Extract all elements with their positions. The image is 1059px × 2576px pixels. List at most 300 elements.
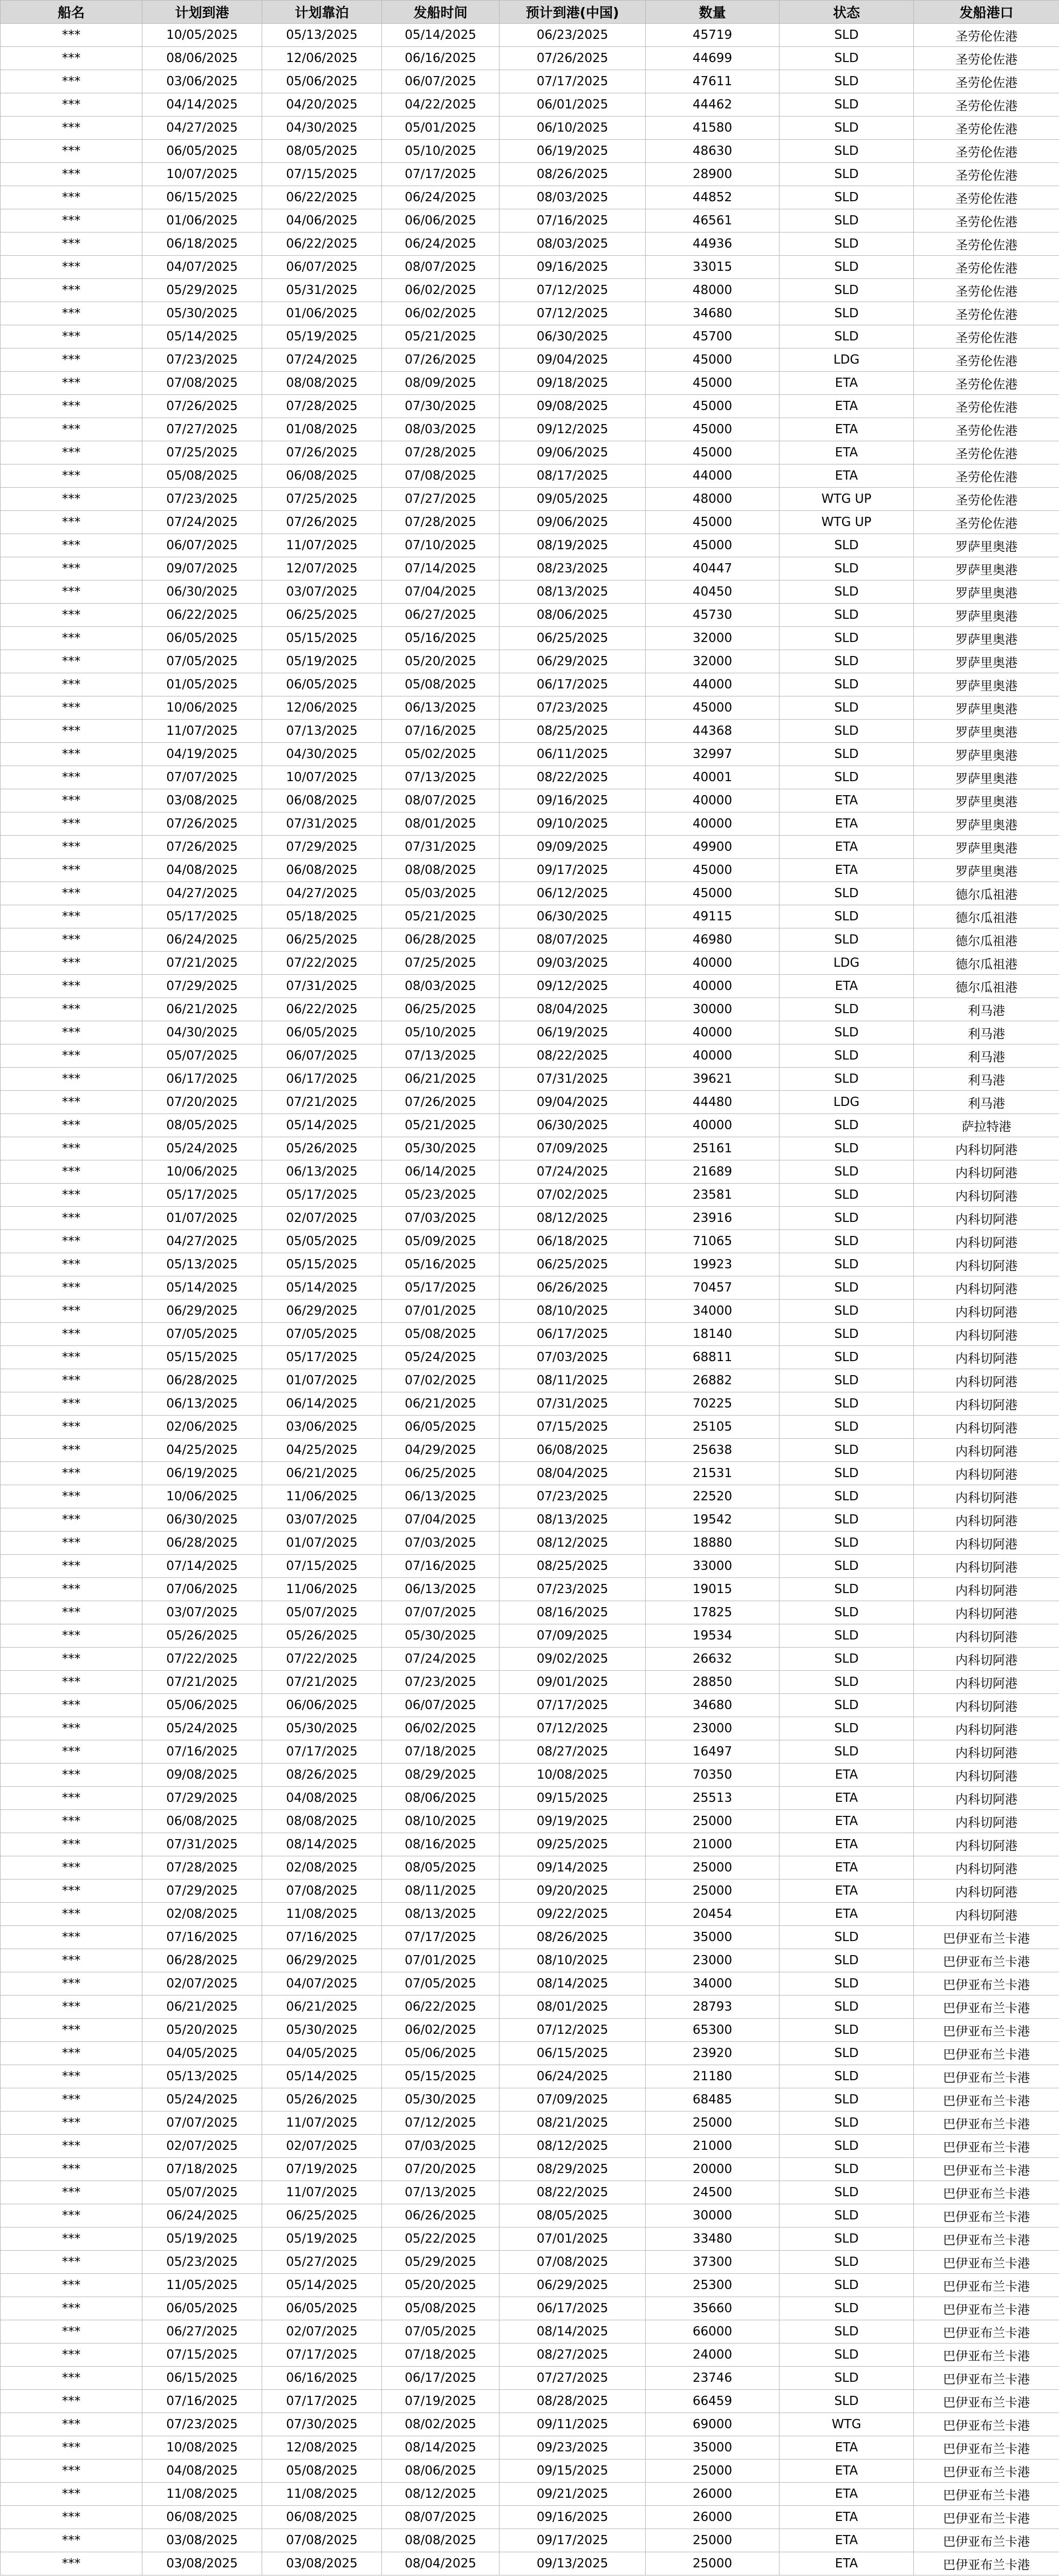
cell-quantity: 44480 (646, 1091, 780, 1114)
cell-departure-time: 07/17/2025 (382, 1926, 500, 1949)
cell-ship-name: *** (1, 2483, 142, 2506)
cell-status: SLD (780, 2320, 914, 2343)
cell-planned-arrival: 07/14/2025 (142, 1555, 262, 1578)
cell-departure-port: 罗萨里奥港 (914, 836, 1059, 859)
cell-departure-time: 06/21/2025 (382, 1068, 500, 1091)
header-eta-china: 预计到港(中国) (500, 1, 646, 24)
cell-ship-name: *** (1, 441, 142, 464)
table-row (1, 1369, 1059, 1392)
cell-eta-china: 09/10/2025 (500, 812, 646, 836)
table-row (1, 1137, 1059, 1160)
table-row (1, 2019, 1059, 2042)
cell-ship-name: *** (1, 836, 142, 859)
cell-planned-berthing: 04/07/2025 (262, 1972, 382, 1996)
cell-quantity: 45000 (646, 418, 780, 441)
cell-planned-berthing: 06/08/2025 (262, 2506, 382, 2529)
cell-departure-port: 巴伊亚布兰卡港 (914, 2181, 1059, 2204)
cell-planned-arrival: 05/14/2025 (142, 325, 262, 349)
cell-quantity: 44699 (646, 47, 780, 70)
cell-status: SLD (780, 1276, 914, 1300)
cell-planned-berthing: 07/26/2025 (262, 511, 382, 534)
table-row (1, 696, 1059, 720)
cell-planned-arrival: 05/07/2025 (142, 2181, 262, 2204)
cell-departure-port: 巴伊亚布兰卡港 (914, 2413, 1059, 2436)
cell-quantity: 70225 (646, 1392, 780, 1416)
cell-departure-port: 内科切阿港 (914, 1648, 1059, 1671)
cell-departure-time: 07/19/2025 (382, 2390, 500, 2413)
cell-quantity: 30000 (646, 2204, 780, 2227)
cell-quantity: 34000 (646, 1300, 780, 1323)
cell-eta-china: 08/22/2025 (500, 2181, 646, 2204)
table-row (1, 2135, 1059, 2158)
cell-status: SLD (780, 1717, 914, 1740)
table-row (1, 743, 1059, 766)
cell-departure-time: 06/02/2025 (382, 2019, 500, 2042)
cell-departure-time: 05/16/2025 (382, 1253, 500, 1276)
table-row (1, 1833, 1059, 1856)
cell-departure-port: 圣劳伦佐港 (914, 511, 1059, 534)
cell-planned-arrival: 06/17/2025 (142, 1068, 262, 1091)
cell-departure-port: 内科切阿港 (914, 1764, 1059, 1787)
cell-departure-port: 圣劳伦佐港 (914, 186, 1059, 209)
cell-planned-arrival: 11/07/2025 (142, 720, 262, 743)
cell-planned-berthing: 06/06/2025 (262, 1694, 382, 1717)
table-row (1, 1578, 1059, 1601)
cell-quantity: 19534 (646, 1624, 780, 1648)
cell-ship-name: *** (1, 349, 142, 372)
cell-status: SLD (780, 47, 914, 70)
cell-eta-china: 08/26/2025 (500, 1926, 646, 1949)
cell-ship-name: *** (1, 511, 142, 534)
cell-departure-time: 06/13/2025 (382, 1485, 500, 1508)
cell-ship-name: *** (1, 1184, 142, 1207)
cell-departure-port: 利马港 (914, 998, 1059, 1021)
cell-quantity: 24500 (646, 2181, 780, 2204)
cell-status: ETA (780, 859, 914, 882)
cell-departure-port: 内科切阿港 (914, 1555, 1059, 1578)
cell-ship-name: *** (1, 1439, 142, 1462)
cell-planned-berthing: 07/21/2025 (262, 1091, 382, 1114)
cell-planned-berthing: 05/15/2025 (262, 1253, 382, 1276)
cell-departure-time: 08/01/2025 (382, 812, 500, 836)
cell-departure-port: 内科切阿港 (914, 1346, 1059, 1369)
cell-eta-china: 08/26/2025 (500, 163, 646, 186)
cell-ship-name: *** (1, 557, 142, 580)
cell-planned-arrival: 06/08/2025 (142, 2506, 262, 2529)
cell-status: ETA (780, 1856, 914, 1880)
cell-departure-time: 06/16/2025 (382, 47, 500, 70)
cell-eta-china: 06/17/2025 (500, 2297, 646, 2320)
cell-departure-time: 05/24/2025 (382, 1346, 500, 1369)
cell-eta-china: 07/12/2025 (500, 1717, 646, 1740)
cell-planned-berthing: 12/07/2025 (262, 557, 382, 580)
cell-departure-port: 罗萨里奥港 (914, 789, 1059, 812)
cell-planned-berthing: 05/26/2025 (262, 1137, 382, 1160)
cell-ship-name: *** (1, 2529, 142, 2552)
table-row (1, 2367, 1059, 2390)
cell-departure-time: 08/04/2025 (382, 2552, 500, 2575)
cell-ship-name: *** (1, 673, 142, 696)
cell-departure-port: 内科切阿港 (914, 1740, 1059, 1764)
cell-ship-name: *** (1, 279, 142, 302)
cell-planned-berthing: 07/28/2025 (262, 395, 382, 418)
cell-quantity: 25000 (646, 2529, 780, 2552)
cell-planned-berthing: 01/08/2025 (262, 418, 382, 441)
cell-status: ETA (780, 1787, 914, 1810)
cell-planned-arrival: 03/07/2025 (142, 1601, 262, 1624)
cell-quantity: 45000 (646, 882, 780, 905)
cell-departure-port: 罗萨里奥港 (914, 696, 1059, 720)
cell-ship-name: *** (1, 488, 142, 511)
cell-departure-port: 巴伊亚布兰卡港 (914, 2065, 1059, 2088)
cell-status: SLD (780, 2274, 914, 2297)
cell-status: SLD (780, 1578, 914, 1601)
cell-departure-port: 内科切阿港 (914, 1462, 1059, 1485)
cell-planned-arrival: 05/17/2025 (142, 905, 262, 928)
cell-planned-berthing: 08/05/2025 (262, 140, 382, 163)
cell-quantity: 33000 (646, 1555, 780, 1578)
cell-planned-berthing: 05/18/2025 (262, 905, 382, 928)
cell-planned-arrival: 07/06/2025 (142, 1578, 262, 1601)
cell-departure-port: 巴伊亚布兰卡港 (914, 1926, 1059, 1949)
table-row (1, 395, 1059, 418)
cell-planned-berthing: 04/30/2025 (262, 743, 382, 766)
cell-planned-arrival: 02/08/2025 (142, 1903, 262, 1926)
cell-status: SLD (780, 2135, 914, 2158)
table-row (1, 2274, 1059, 2297)
cell-planned-arrival: 11/08/2025 (142, 2483, 262, 2506)
cell-ship-name: *** (1, 1996, 142, 2019)
cell-ship-name: *** (1, 256, 142, 279)
cell-status: SLD (780, 720, 914, 743)
cell-ship-name: *** (1, 1160, 142, 1184)
cell-ship-name: *** (1, 696, 142, 720)
table-row (1, 233, 1059, 256)
cell-ship-name: *** (1, 928, 142, 952)
cell-planned-berthing: 02/07/2025 (262, 1207, 382, 1230)
cell-quantity: 44000 (646, 673, 780, 696)
cell-departure-port: 内科切阿港 (914, 1439, 1059, 1462)
cell-quantity: 48630 (646, 140, 780, 163)
cell-planned-arrival: 06/21/2025 (142, 1996, 262, 2019)
cell-departure-time: 05/03/2025 (382, 882, 500, 905)
cell-planned-berthing: 07/15/2025 (262, 163, 382, 186)
cell-quantity: 45000 (646, 372, 780, 395)
cell-departure-port: 罗萨里奥港 (914, 650, 1059, 673)
table-row (1, 2436, 1059, 2459)
cell-eta-china: 08/04/2025 (500, 1462, 646, 1485)
cell-departure-port: 内科切阿港 (914, 1578, 1059, 1601)
cell-eta-china: 06/17/2025 (500, 673, 646, 696)
cell-eta-china: 06/30/2025 (500, 325, 646, 349)
table-row (1, 650, 1059, 673)
cell-departure-port: 内科切阿港 (914, 1903, 1059, 1926)
header-departure-port: 发船港口 (914, 1, 1059, 24)
cell-quantity: 25000 (646, 2552, 780, 2575)
cell-status: SLD (780, 233, 914, 256)
cell-planned-arrival: 06/19/2025 (142, 1462, 262, 1485)
cell-departure-time: 06/25/2025 (382, 998, 500, 1021)
cell-eta-china: 08/28/2025 (500, 2390, 646, 2413)
table-row (1, 1021, 1059, 1044)
cell-eta-china: 09/17/2025 (500, 859, 646, 882)
cell-ship-name: *** (1, 372, 142, 395)
cell-departure-port: 圣劳伦佐港 (914, 302, 1059, 325)
cell-planned-berthing: 07/15/2025 (262, 1555, 382, 1578)
cell-status: SLD (780, 1439, 914, 1462)
cell-ship-name: *** (1, 2459, 142, 2483)
cell-departure-time: 08/02/2025 (382, 2413, 500, 2436)
cell-departure-time: 05/01/2025 (382, 117, 500, 140)
cell-ship-name: *** (1, 1578, 142, 1601)
cell-planned-berthing: 06/13/2025 (262, 1160, 382, 1184)
cell-planned-arrival: 07/21/2025 (142, 1671, 262, 1694)
cell-planned-berthing: 05/26/2025 (262, 1624, 382, 1648)
cell-planned-berthing: 05/26/2025 (262, 2088, 382, 2112)
cell-planned-berthing: 07/24/2025 (262, 349, 382, 372)
table-row (1, 1856, 1059, 1880)
cell-departure-time: 08/08/2025 (382, 2529, 500, 2552)
table-row (1, 1880, 1059, 1903)
cell-departure-port: 圣劳伦佐港 (914, 395, 1059, 418)
cell-planned-arrival: 07/29/2025 (142, 1880, 262, 1903)
cell-departure-port: 内科切阿港 (914, 1833, 1059, 1856)
cell-departure-time: 07/13/2025 (382, 766, 500, 789)
cell-planned-arrival: 06/13/2025 (142, 1392, 262, 1416)
cell-planned-berthing: 07/17/2025 (262, 2343, 382, 2367)
cell-eta-china: 08/27/2025 (500, 2343, 646, 2367)
cell-departure-port: 巴伊亚布兰卡港 (914, 2297, 1059, 2320)
cell-departure-port: 利马港 (914, 1044, 1059, 1068)
cell-departure-port: 内科切阿港 (914, 1323, 1059, 1346)
cell-ship-name: *** (1, 1091, 142, 1114)
table-row (1, 1439, 1059, 1462)
cell-quantity: 16497 (646, 1740, 780, 1764)
cell-status: SLD (780, 1949, 914, 1972)
cell-planned-berthing: 06/25/2025 (262, 928, 382, 952)
cell-status: SLD (780, 557, 914, 580)
cell-planned-berthing: 11/08/2025 (262, 2483, 382, 2506)
cell-departure-port: 巴伊亚布兰卡港 (914, 2552, 1059, 2575)
cell-departure-time: 08/29/2025 (382, 1764, 500, 1787)
cell-quantity: 45000 (646, 395, 780, 418)
cell-quantity: 44936 (646, 233, 780, 256)
table-row (1, 2320, 1059, 2343)
cell-quantity: 40000 (646, 789, 780, 812)
cell-planned-berthing: 05/14/2025 (262, 1276, 382, 1300)
table-row (1, 1416, 1059, 1439)
cell-quantity: 48000 (646, 488, 780, 511)
cell-departure-time: 07/03/2025 (382, 1207, 500, 1230)
cell-quantity: 18880 (646, 1532, 780, 1555)
cell-eta-china: 07/26/2025 (500, 47, 646, 70)
cell-status: SLD (780, 1671, 914, 1694)
cell-departure-time: 07/02/2025 (382, 1369, 500, 1392)
cell-ship-name: *** (1, 2112, 142, 2135)
cell-eta-china: 08/13/2025 (500, 1508, 646, 1532)
table-row (1, 1300, 1059, 1323)
cell-departure-port: 巴伊亚布兰卡港 (914, 1949, 1059, 1972)
cell-departure-port: 罗萨里奥港 (914, 812, 1059, 836)
cell-quantity: 65300 (646, 2019, 780, 2042)
cell-departure-port: 内科切阿港 (914, 1671, 1059, 1694)
cell-quantity: 45000 (646, 859, 780, 882)
cell-departure-time: 07/01/2025 (382, 1300, 500, 1323)
cell-ship-name: *** (1, 1740, 142, 1764)
cell-quantity: 21180 (646, 2065, 780, 2088)
table-row (1, 325, 1059, 349)
cell-planned-berthing: 06/08/2025 (262, 859, 382, 882)
cell-departure-port: 内科切阿港 (914, 1485, 1059, 1508)
table-row (1, 2181, 1059, 2204)
cell-planned-berthing: 05/14/2025 (262, 2065, 382, 2088)
cell-quantity: 26632 (646, 1648, 780, 1671)
cell-planned-berthing: 05/17/2025 (262, 1184, 382, 1207)
cell-quantity: 25161 (646, 1137, 780, 1160)
cell-status: ETA (780, 2506, 914, 2529)
cell-quantity: 71065 (646, 1230, 780, 1253)
cell-planned-arrival: 01/06/2025 (142, 209, 262, 233)
cell-eta-china: 08/03/2025 (500, 186, 646, 209)
cell-status: SLD (780, 1230, 914, 1253)
cell-eta-china: 07/23/2025 (500, 696, 646, 720)
cell-planned-berthing: 08/08/2025 (262, 1810, 382, 1833)
cell-status: SLD (780, 1253, 914, 1276)
cell-quantity: 25000 (646, 1810, 780, 1833)
cell-quantity: 45719 (646, 24, 780, 47)
cell-departure-port: 内科切阿港 (914, 1532, 1059, 1555)
cell-eta-china: 07/24/2025 (500, 1160, 646, 1184)
cell-departure-time: 05/08/2025 (382, 673, 500, 696)
cell-ship-name: *** (1, 1764, 142, 1787)
cell-planned-berthing: 05/27/2025 (262, 2251, 382, 2274)
cell-eta-china: 09/09/2025 (500, 836, 646, 859)
cell-ship-name: *** (1, 905, 142, 928)
table-row (1, 1253, 1059, 1276)
cell-status: ETA (780, 2483, 914, 2506)
cell-eta-china: 06/01/2025 (500, 93, 646, 117)
cell-planned-arrival: 11/05/2025 (142, 2274, 262, 2297)
cell-status: SLD (780, 1694, 914, 1717)
cell-quantity: 23581 (646, 1184, 780, 1207)
table-row (1, 93, 1059, 117)
cell-quantity: 21000 (646, 1833, 780, 1856)
table-row (1, 1694, 1059, 1717)
cell-status: SLD (780, 1555, 914, 1578)
cell-status: SLD (780, 2088, 914, 2112)
cell-status: ETA (780, 418, 914, 441)
cell-status: SLD (780, 2158, 914, 2181)
cell-status: ETA (780, 2552, 914, 2575)
cell-quantity: 40447 (646, 557, 780, 580)
table-row (1, 1508, 1059, 1532)
table-row (1, 2158, 1059, 2181)
cell-planned-arrival: 07/20/2025 (142, 1091, 262, 1114)
cell-eta-china: 08/16/2025 (500, 1601, 646, 1624)
cell-status: SLD (780, 604, 914, 627)
cell-departure-port: 罗萨里奥港 (914, 627, 1059, 650)
cell-quantity: 22520 (646, 1485, 780, 1508)
cell-eta-china: 06/29/2025 (500, 2274, 646, 2297)
cell-departure-port: 内科切阿港 (914, 1276, 1059, 1300)
cell-planned-arrival: 07/15/2025 (142, 2343, 262, 2367)
cell-planned-berthing: 07/08/2025 (262, 2529, 382, 2552)
cell-status: SLD (780, 743, 914, 766)
cell-planned-berthing: 11/06/2025 (262, 1578, 382, 1601)
cell-ship-name: *** (1, 812, 142, 836)
cell-departure-port: 罗萨里奥港 (914, 534, 1059, 557)
table-row (1, 1555, 1059, 1578)
cell-ship-name: *** (1, 1137, 142, 1160)
cell-departure-port: 圣劳伦佐港 (914, 488, 1059, 511)
cell-planned-arrival: 05/30/2025 (142, 302, 262, 325)
table-row (1, 2529, 1059, 2552)
cell-status: SLD (780, 70, 914, 93)
cell-quantity: 49900 (646, 836, 780, 859)
cell-status: SLD (780, 580, 914, 604)
cell-departure-time: 07/13/2025 (382, 1044, 500, 1068)
cell-eta-china: 10/08/2025 (500, 1764, 646, 1787)
table-row (1, 2204, 1059, 2227)
cell-departure-time: 07/27/2025 (382, 488, 500, 511)
cell-quantity: 23746 (646, 2367, 780, 2390)
cell-planned-berthing: 10/07/2025 (262, 766, 382, 789)
cell-planned-berthing: 06/25/2025 (262, 604, 382, 627)
cell-status: SLD (780, 186, 914, 209)
cell-ship-name: *** (1, 1926, 142, 1949)
cell-departure-time: 06/13/2025 (382, 696, 500, 720)
cell-departure-time: 08/06/2025 (382, 2459, 500, 2483)
table-row (1, 1392, 1059, 1416)
cell-planned-arrival: 07/21/2025 (142, 952, 262, 975)
cell-status: SLD (780, 117, 914, 140)
cell-quantity: 45000 (646, 696, 780, 720)
cell-departure-time: 08/03/2025 (382, 975, 500, 998)
cell-planned-berthing: 05/31/2025 (262, 279, 382, 302)
cell-planned-arrival: 03/08/2025 (142, 2529, 262, 2552)
cell-planned-arrival: 04/05/2025 (142, 2042, 262, 2065)
cell-quantity: 48000 (646, 279, 780, 302)
table-row (1, 2227, 1059, 2251)
cell-eta-china: 06/18/2025 (500, 1230, 646, 1253)
cell-departure-time: 06/24/2025 (382, 233, 500, 256)
cell-eta-china: 07/02/2025 (500, 1184, 646, 1207)
table-row (1, 673, 1059, 696)
cell-departure-port: 罗萨里奥港 (914, 580, 1059, 604)
cell-planned-berthing: 02/07/2025 (262, 2135, 382, 2158)
cell-departure-time: 05/15/2025 (382, 2065, 500, 2088)
cell-ship-name: *** (1, 186, 142, 209)
cell-departure-port: 巴伊亚布兰卡港 (914, 2436, 1059, 2459)
cell-departure-port: 巴伊亚布兰卡港 (914, 2483, 1059, 2506)
cell-status: WTG (780, 2413, 914, 2436)
cell-ship-name: *** (1, 2251, 142, 2274)
cell-planned-arrival: 07/08/2025 (142, 372, 262, 395)
cell-quantity: 40000 (646, 1114, 780, 1137)
cell-status: SLD (780, 1532, 914, 1555)
cell-quantity: 40000 (646, 952, 780, 975)
cell-eta-china: 08/10/2025 (500, 1949, 646, 1972)
header-departure-time: 发船时间 (382, 1, 500, 24)
table-row (1, 488, 1059, 511)
cell-eta-china: 08/03/2025 (500, 233, 646, 256)
cell-eta-china: 07/09/2025 (500, 1624, 646, 1648)
cell-departure-port: 罗萨里奥港 (914, 859, 1059, 882)
table-row (1, 1091, 1059, 1114)
cell-quantity: 40000 (646, 975, 780, 998)
cell-ship-name: *** (1, 464, 142, 488)
cell-planned-berthing: 07/17/2025 (262, 2390, 382, 2413)
